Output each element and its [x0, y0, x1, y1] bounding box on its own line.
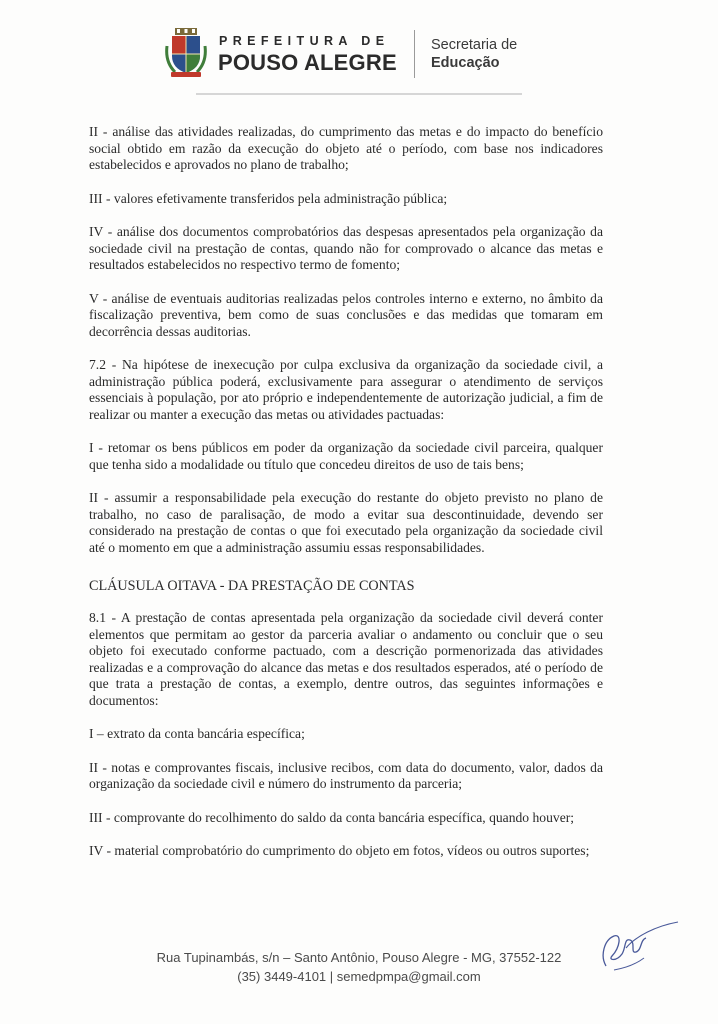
brand-prefix: PREFEITURA DE — [219, 34, 390, 48]
paragraph-item-iv-documents: IV - análise dos documentos comprobatórios das despesas apresentados pela organização da sociedade civil na prestação de contas, quando não for comprovado o alcance das metas e resultados estabelecidos no respectivo termo de fomento; — [89, 224, 603, 272]
paragraph-clause-7-2: 7.2 - Na hipótese de inexecução por culpa exclusiva da organização da sociedade civil, a administração pública poderá, exclusivamente para assegurar o atendimento de serviços essenciais à população, por ato próprio e independentemente de autorização judicial, a fim de realizar ou manter a execução das metas ou atividades pactuadas: — [89, 357, 603, 422]
footer-address: Rua Tupinambás, s/n – Santo Antônio, Pouso Alegre - MG, 37552-122 — [156, 950, 562, 965]
paragraph-item-ii-analysis: II - análise das atividades realizadas, do cumprimento das metas e do impacto do benefício social obtido em razão da execução do objeto até o período, com base nos indicadores estabelecidos e aprovados no plano de trabalho; — [89, 124, 603, 172]
letterhead — [0, 0, 718, 110]
paragraph-item-v-audits: V - análise de eventuais auditorias realizadas pelos controles interno e externo, no âmbito da fiscalização preventiva, bem como de suas conclusões e das medidas que tomaram em decorrência dessas auditorias. — [89, 290, 603, 339]
department-line-1: Secretaria de — [431, 37, 518, 53]
document-body — [89, 124, 603, 877]
paragraph-item-ii-assume-responsibility: II - assumir a responsabilidade pela execução do restante do objeto previsto no plano de trabalho, no caso de paralisação, de modo a evitar sua descontinuidade, devendo ser considerado na prestação de contas o que foi executado pela organização da sociedade civil até o momento em que a administração assumiu essas responsabilidades. — [89, 490, 603, 555]
paragraph-item-i-bank-statement: I – extrato da conta bancária específica; — [89, 726, 305, 741]
department-line-2: Educação — [431, 55, 500, 71]
section-heading: CLÁUSULA OITAVA - DA PRESTAÇÃO DE CONTAS — [89, 578, 415, 594]
paragraph-item-iii-values: III - valores efetivamente transferidos pela administração pública; — [89, 190, 448, 206]
header-divider — [414, 30, 415, 78]
footer-contact: (35) 3449-4101 | semedpmpa@gmail.com — [237, 969, 481, 984]
brand-city-name: POUSO ALEGRE — [218, 50, 397, 75]
paragraph-clause-8-1: 8.1 - A prestação de contas apresentada pela organização da sociedade civil deverá conter elementos que permitam ao gestor da parceria avaliar o andamento ou concluir que o seu objeto foi executado conforme pactuado, com a descrição pormenorizada das atividades realizadas e a comprovação do alcance das metas e dos resultados esperados, até o período de que trata a prestação de contas, a exemplo, dentre outros, das seguintes informações e documentos: — [89, 610, 603, 708]
paragraph-item-ii-invoices: II - notas e comprovantes fiscais, inclusive recibos, com data do documento, valor, dados da organização da sociedade civil e número do instrumento da parceria; — [89, 759, 603, 791]
paragraph-item-i-retake-goods: I - retomar os bens públicos em poder da organização da sociedade civil parceira, qualquer que tenha sido a modalidade ou título que concedeu direitos de uso de tais bens; — [89, 440, 603, 472]
paragraph-item-iv-supporting-material: IV - material comprobatório do cumprimento do objeto em fotos, vídeos ou outros suportes; — [89, 843, 590, 858]
header-rule — [196, 93, 522, 95]
city-coat-of-arms-icon — [165, 28, 207, 78]
paragraph-item-iii-balance-receipt: III - comprovante do recolhimento do saldo da conta bancária específica, quando houver; — [89, 809, 575, 825]
